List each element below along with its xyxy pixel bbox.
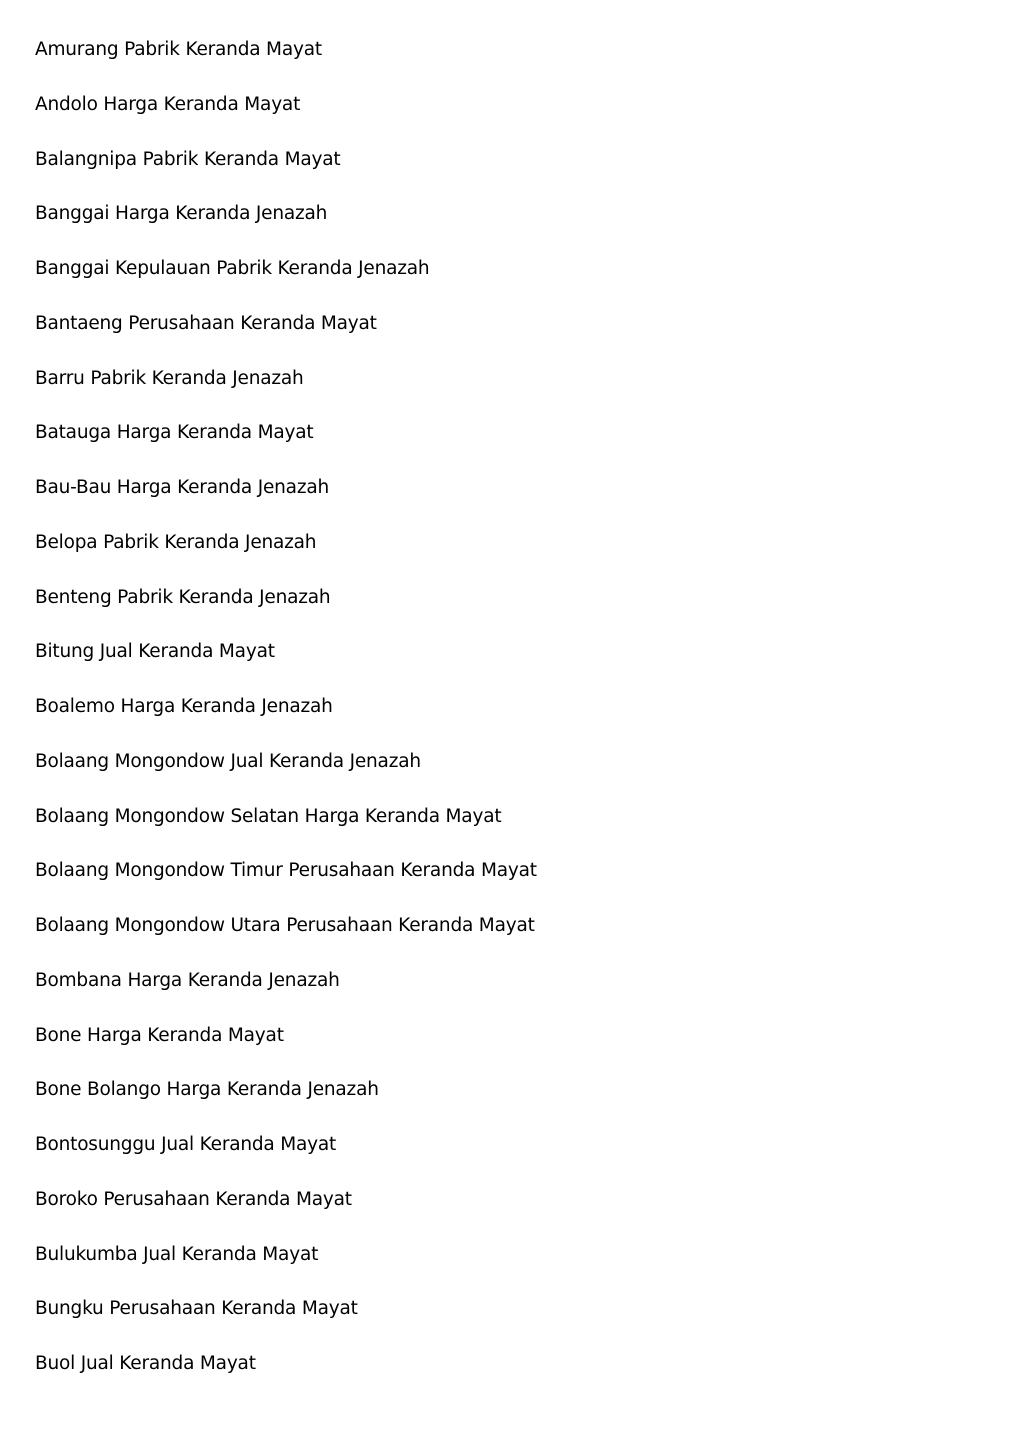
list-item-text[interactable]: Bolaang Mongondow Jual Keranda Jenazah (35, 750, 421, 772)
list-item[interactable] (35, 638, 537, 693)
list-item-text[interactable]: Buol Jual Keranda Mayat (35, 1353, 256, 1374)
list-item[interactable] (35, 693, 537, 748)
list-item-text[interactable]: Batauga Harga Keranda Mayat (35, 422, 314, 444)
list-item-text[interactable]: Boalemo Harga Keranda Jenazah (35, 696, 333, 717)
list-item[interactable] (35, 967, 537, 1022)
list-item-text[interactable]: Bone Harga Keranda Mayat (35, 1024, 284, 1046)
list-item-text[interactable]: Bungku Perusahaan Keranda Mayat (35, 1298, 358, 1320)
list-item[interactable] (35, 310, 537, 365)
list-item[interactable] (35, 584, 537, 639)
list-item[interactable] (35, 1076, 537, 1131)
list-item[interactable] (35, 912, 537, 967)
list-item-text[interactable]: Banggai Harga Keranda Jenazah (35, 203, 328, 225)
list-item[interactable] (35, 1186, 537, 1241)
list-item-text[interactable]: Belopa Pabrik Keranda Jenazah (35, 531, 317, 553)
list-item[interactable] (35, 365, 537, 420)
list-item-text[interactable]: Bombana Harga Keranda Jenazah (35, 969, 340, 991)
list-item-text[interactable]: Bulukumba Jual Keranda Mayat (35, 1243, 319, 1265)
list-item[interactable] (35, 1022, 537, 1077)
list-item-text[interactable]: Bolaang Mongondow Utara Perusahaan Keranda Mayat (35, 915, 535, 936)
list-item-text[interactable]: Bau-Bau Harga Keranda Jenazah (35, 477, 329, 498)
list-item-text[interactable]: Bitung Jual Keranda Mayat (35, 641, 275, 663)
list-item[interactable] (35, 1131, 537, 1186)
list-item-text[interactable]: Bone Bolango Harga Keranda Jenazah (35, 1079, 379, 1101)
list-item[interactable] (35, 857, 537, 912)
list-item[interactable] (35, 529, 537, 584)
list-item[interactable] (35, 1295, 537, 1350)
list-item-text[interactable]: Bolaang Mongondow Selatan Harga Keranda Mayat (35, 805, 502, 827)
list-item[interactable] (35, 1350, 537, 1405)
list-item-text[interactable]: Boroko Perusahaan Keranda Mayat (35, 1188, 352, 1210)
list-item-text[interactable]: Barru Pabrik Keranda Jenazah (35, 367, 304, 389)
list-item[interactable] (35, 91, 537, 146)
list-item[interactable] (35, 146, 537, 201)
list-item-text[interactable]: Amurang Pabrik Keranda Mayat (35, 39, 322, 60)
list-item-text[interactable]: Balangnipa Pabrik Keranda Mayat (35, 148, 341, 170)
list-item[interactable] (35, 200, 537, 255)
list-item[interactable] (35, 474, 537, 529)
list-item-text[interactable]: Andolo Harga Keranda Mayat (35, 93, 301, 115)
list-item-text[interactable]: Bolaang Mongondow Timur Perusahaan Keranda Mayat (35, 860, 537, 882)
list-item-text[interactable]: Benteng Pabrik Keranda Jenazah (35, 586, 331, 608)
list-item[interactable] (35, 36, 537, 91)
list-item[interactable] (35, 1241, 537, 1296)
list-item[interactable] (35, 803, 537, 858)
keyword-list (35, 36, 537, 1405)
list-item[interactable] (35, 419, 537, 474)
list-item-text[interactable]: Banggai Kepulauan Pabrik Keranda Jenazah (35, 258, 430, 279)
list-item-text[interactable]: Bantaeng Perusahaan Keranda Mayat (35, 312, 377, 334)
list-item[interactable] (35, 748, 537, 803)
list-item[interactable] (35, 255, 537, 310)
list-item-text[interactable]: Bontosunggu Jual Keranda Mayat (35, 1134, 337, 1155)
